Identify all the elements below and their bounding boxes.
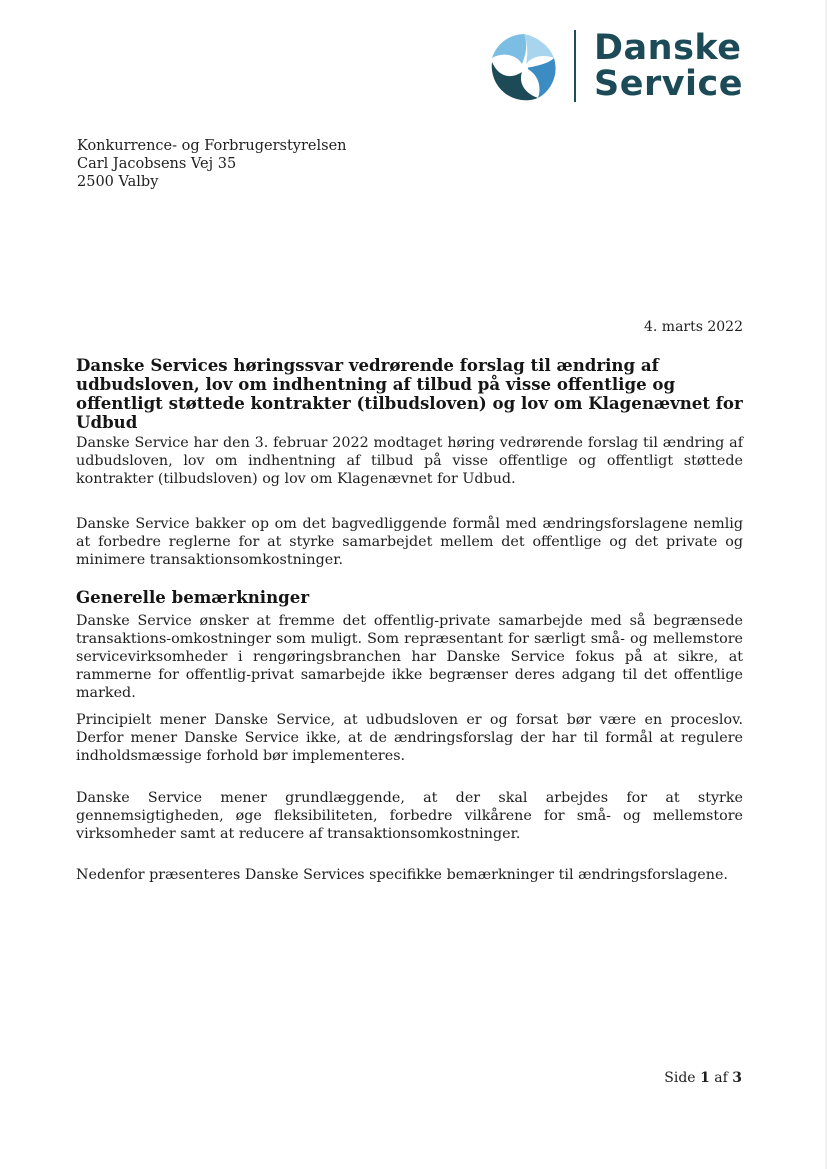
recipient-name: Konkurrence- og Forbrugerstyrelsen	[77, 138, 347, 154]
logo-wordmark	[594, 30, 743, 102]
page-side-label: Side	[664, 1070, 696, 1086]
recipient-city: 2500 Valby	[77, 174, 159, 190]
section-heading: Generelle bemærkninger	[76, 587, 310, 607]
danske-service-logo	[488, 30, 748, 104]
paragraph-general: Danske Service ønsker at fremme det offentlig-private samarbejde med så begrænsede transaktions-omkostninger som muligt. Som repræsentant for særligt små- og mellemstore servicevirksomheder i rengøringsbranchen har Danske Service fokus på at sikre, at rammerne for offentlig-privat samarbejde ikke begrænser deres adgang til det offentlige marked.	[76, 613, 743, 701]
recipient-address	[77, 137, 347, 191]
letter-title: Danske Services høringssvar vedrørende forslag til ændring af udbudsloven, lov om indhentning af tilbud på visse offentlige og offentligt støttede kontrakter (tilbudsloven) og lov om Klagenævnet for Udbud	[76, 355, 743, 432]
paragraph-closing: Nedenfor præsenteres Danske Services specifikke bemærkninger til ændringsforslagene.	[76, 867, 728, 883]
logo-mark-icon	[488, 32, 560, 104]
logo-word-danske: Danske	[594, 28, 742, 68]
paragraph-principle: Principielt mener Danske Service, at udbudsloven er og forsat bør være en proceslov. Derfor mener Danske Service ikke, at de ændringsforslag der har til formål at regulere indholdsmæssige forhold bør implementeres.	[76, 712, 743, 764]
paragraph-transparency: Danske Service mener grundlæggende, at der skal arbejdes for at styrke gennemsigtigheden, øge fleksibiliteten, forbedre vilkårene for små- og mellemstore virksomheder samt at reducere af transaktionsomkostninger.	[76, 790, 743, 842]
logo-word-service: Service	[594, 64, 744, 104]
recipient-street: Carl Jacobsens Vej 35	[77, 156, 237, 172]
paragraph-support: Danske Service bakker op om det bagvedliggende formål med ændringsforslagene nemlig at forbedre reglerne for at styrke samarbejdet mellem det offentlige og det private og minimere transaktionsomkostninger.	[76, 516, 743, 568]
page-current: 1	[700, 1070, 710, 1086]
paragraph-intro: Danske Service har den 3. februar 2022 modtaget høring vedrørende forslag til ændring af udbudsloven, lov om indhentning af tilbud på visse offentlige og offentligt støttede kontrakter (tilbudsloven) og lov om Klagenævnet for Udbud.	[76, 435, 743, 487]
letter-date: 4. marts 2022	[643, 319, 743, 335]
page-total: 3	[732, 1070, 742, 1086]
page-of-label: af	[714, 1070, 728, 1086]
logo-divider	[574, 30, 576, 102]
page-number	[664, 1070, 742, 1086]
